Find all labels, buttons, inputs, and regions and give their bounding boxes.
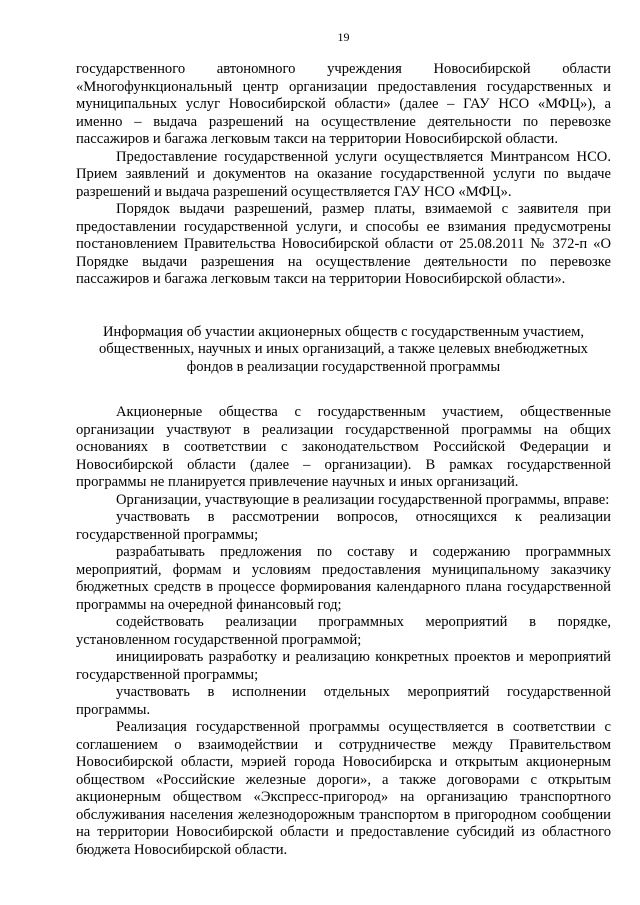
body-paragraph-final: Реализация государственной программы осуществляется в соответствии с соглашением о взаимодействии и сотрудничестве между Правительством Новосибирской области, мэрией города Новосибирска и открытым акционерным обществом «Российские железные дороги», а также договорами с открытым акционерным обществом «Экспресс-пригород» на организацию транспортного обслуживания населения железнодорожным транспортом в пригородном сообщении на территории Новосибирской области и предоставление субсидий из областного бюджета Новосибирской области. <box>76 719 611 858</box>
intro-paragraph-1: государственного автономного учреждения Новосибирской области «Многофункциональный центр организации предоставления государственных и муниципальных услуг Новосибирской области» (далее – ГАУ НСО «МФЦ»), а именно – выдача разрешений на осуществление деятельности по перевозке пассажиров и багажа легковым такси на территории Новосибирской области. <box>76 61 611 147</box>
intro-paragraph-3: Порядок выдачи разрешений, размер платы, взимаемой с заявителя при предоставлении государственной услуги, и способы ее взимания предусмотрены постановлением Правительства Новосибирской области от 25.08.2011 № 372-п «О Порядке выдачи разрешения на осуществление деятельности по перевозке пассажиров и багажа легковым такси на территории Новосибирской области». <box>76 201 611 287</box>
list-item-3: содействовать реализации программных мероприятий в порядке, установленном государственной программой; <box>76 614 611 648</box>
list-item-2: разрабатывать предложения по составу и содержанию программных мероприятий, формам и условиям предоставления муниципальному заказчику бюджетных средств в процессе формирования календарного плана государственной программы на очередной финансовый год; <box>76 544 611 613</box>
list-item-1: участвовать в рассмотрении вопросов, относящихся к реализации государственной программы; <box>76 509 611 543</box>
section-heading: Информация об участии акционерных обществ с государственным участием, общественных, научных и иных организаций, а также целевых внебюджетных фондов в реализации государственной программы <box>99 323 588 375</box>
body-paragraph-1: Акционерные общества с государственным участием, общественные организации участвуют в реализации государственной программы на общих основаниях в соответствии с законодательством Российской Федерации и Новосибирской области (далее – организации). В рамках государственной программы не планируется привлечение научных и иных организаций. <box>76 404 611 490</box>
list-item-5: участвовать в исполнении отдельных мероприятий государственной программы. <box>76 684 611 718</box>
list-item-4: инициировать разработку и реализацию конкретных проектов и мероприятий государственной программы; <box>76 649 611 683</box>
page-number: 19 <box>337 30 350 44</box>
intro-paragraph-2: Предоставление государственной услуги осуществляется Минтрансом НСО. Прием заявлений и документов на оказание государственной услуги по выдаче разрешений и выдача разрешений осуществляется ГАУ НСО «МФЦ». <box>76 148 611 200</box>
body-paragraph-2: Организации, участвующие в реализации государственной программы, вправе: <box>116 491 610 508</box>
document-page <box>76 30 611 859</box>
